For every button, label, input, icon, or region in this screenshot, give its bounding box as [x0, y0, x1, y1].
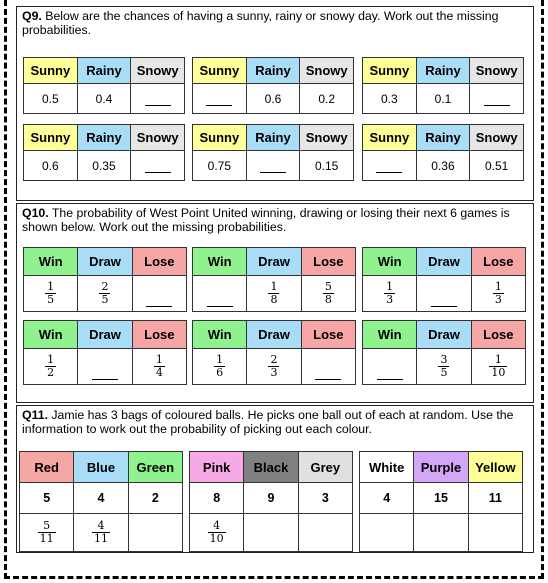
answer-blank-line — [92, 378, 118, 380]
q9-value-cell[interactable] — [193, 84, 247, 114]
q11-probability-cell — [190, 514, 244, 552]
q10-header-draw: Draw — [417, 321, 471, 349]
q9-value-cell[interactable] — [246, 151, 300, 181]
q9-header-snowy: Snowy — [131, 125, 185, 151]
q9-header-sunny: Sunny — [24, 58, 78, 84]
q11-count-cell: 8 — [190, 483, 244, 514]
q10-header-lose: Lose — [301, 321, 355, 349]
q9-number: Q9. — [22, 9, 42, 23]
q10-header-lose: Lose — [471, 248, 525, 276]
q10-value-cell — [247, 349, 301, 385]
q11-bag-table — [19, 451, 183, 552]
q10-value-cell[interactable] — [363, 349, 417, 385]
fraction — [384, 281, 395, 306]
fraction-denominator: 10 — [209, 532, 224, 545]
answer-blank-line — [484, 104, 510, 106]
q11-bag-table — [189, 451, 353, 552]
fraction-numerator: 5 — [38, 520, 56, 533]
answer-blank-line — [376, 171, 402, 173]
q10-header-win: Win — [193, 248, 247, 276]
q11-bag-table — [359, 451, 523, 552]
q11-colour-green: Green — [128, 452, 182, 483]
fraction — [214, 354, 225, 379]
q9-value-cell[interactable] — [131, 84, 185, 114]
q9-value-cell: 0.36 — [416, 151, 470, 181]
q9-value-cell[interactable] — [470, 84, 524, 114]
fraction-numerator: 1 — [216, 353, 224, 366]
q10-header-lose: Lose — [301, 248, 355, 276]
q10-value-cell — [24, 349, 78, 385]
q10-value-cell — [471, 276, 525, 312]
q10-value-cell — [132, 349, 186, 385]
q9-value-cell: 0.1 — [416, 84, 470, 114]
q9-value-cell: 0.5 — [24, 84, 78, 114]
q9-header-snowy: Snowy — [470, 58, 524, 84]
q11-count-cell: 11 — [468, 483, 522, 514]
q9-table — [192, 57, 354, 114]
q9-question — [22, 9, 527, 37]
fraction — [493, 281, 504, 306]
fraction-numerator: 1 — [494, 280, 502, 293]
q10-table — [192, 247, 356, 312]
q9-value-cell: 0.4 — [77, 84, 131, 114]
q9-value-cell: 0.15 — [300, 151, 354, 181]
q10-value-cell — [193, 349, 247, 385]
q11-colour-white: White — [360, 452, 414, 483]
q11-number: Q11. — [22, 408, 48, 422]
q10-value-cell — [301, 276, 355, 312]
fraction — [154, 354, 165, 379]
fraction — [38, 520, 56, 545]
q9-header-snowy: Snowy — [470, 125, 524, 151]
fraction-numerator: 1 — [155, 353, 163, 366]
fraction — [45, 354, 56, 379]
fraction-denominator: 11 — [93, 532, 108, 545]
fraction — [438, 354, 449, 379]
fraction-denominator: 10 — [491, 366, 506, 379]
q9-value-cell: 0.6 — [24, 151, 78, 181]
q10-table — [192, 320, 356, 385]
q11-colour-purple: Purple — [414, 452, 468, 483]
fraction — [45, 281, 56, 306]
q11-probability-cell[interactable] — [128, 514, 182, 552]
q10-value-cell — [417, 349, 471, 385]
answer-blank-line — [431, 305, 457, 307]
q9-header-snowy: Snowy — [300, 125, 354, 151]
q9-value-cell: 0.35 — [77, 151, 131, 181]
q10-value-cell[interactable] — [417, 276, 471, 312]
q10-header-draw: Draw — [78, 321, 132, 349]
q10-value-cell — [78, 276, 132, 312]
q10-header-draw: Draw — [247, 248, 301, 276]
q11-colour-blue: Blue — [74, 452, 128, 483]
q11-probability-cell[interactable] — [414, 514, 468, 552]
q9-header-rainy: Rainy — [77, 58, 131, 84]
fraction-denominator: 5 — [440, 366, 448, 379]
fraction-denominator: 5 — [47, 293, 55, 306]
q10-table — [23, 247, 187, 312]
q9-header-rainy: Rainy — [246, 125, 300, 151]
fraction-numerator: 1 — [270, 280, 278, 293]
fraction-denominator: 4 — [155, 366, 163, 379]
fraction-numerator: 4 — [208, 520, 226, 533]
q9-header-sunny: Sunny — [193, 125, 247, 151]
q10-table — [23, 320, 187, 385]
fraction — [99, 281, 110, 306]
fraction-numerator: 1 — [47, 353, 55, 366]
answer-blank-line — [145, 104, 171, 106]
fraction — [92, 520, 110, 545]
q11-count-cell: 15 — [414, 483, 468, 514]
q10-header-lose: Lose — [132, 248, 186, 276]
q9-table — [362, 57, 524, 114]
answer-blank-line — [207, 305, 233, 307]
fraction-denominator: 8 — [270, 293, 278, 306]
q9-header-sunny: Sunny — [24, 125, 78, 151]
q11-count-cell: 4 — [74, 483, 128, 514]
q11-colour-pink: Pink — [190, 452, 244, 483]
answer-blank-line — [260, 171, 286, 173]
fraction — [208, 520, 226, 545]
q11-probability-cell — [20, 514, 74, 552]
q9-table — [23, 57, 185, 114]
q9-value-cell[interactable] — [363, 151, 417, 181]
q10-number: Q10. — [22, 206, 49, 220]
q9-value-cell: 0.75 — [193, 151, 247, 181]
q10-header-lose: Lose — [471, 321, 525, 349]
fraction-denominator: 3 — [494, 293, 502, 306]
q10-header-draw: Draw — [247, 321, 301, 349]
answer-blank-line — [377, 378, 403, 380]
fraction-denominator: 5 — [101, 293, 109, 306]
q10-header-win: Win — [363, 321, 417, 349]
fraction-denominator: 3 — [270, 366, 278, 379]
q9-value-cell[interactable] — [131, 151, 185, 181]
q10-value-cell[interactable] — [193, 276, 247, 312]
q10-header-win: Win — [24, 321, 78, 349]
q10-header-win: Win — [363, 248, 417, 276]
fraction-numerator: 5 — [324, 280, 332, 293]
q10-value-cell — [247, 276, 301, 312]
fraction-denominator: 2 — [47, 366, 55, 379]
fraction-numerator: 1 — [489, 354, 507, 367]
q9-header-sunny: Sunny — [363, 58, 417, 84]
q9-header-rainy: Rainy — [246, 58, 300, 84]
q9-header-sunny: Sunny — [363, 125, 417, 151]
q9-table — [23, 124, 185, 181]
fraction-denominator: 8 — [324, 293, 332, 306]
fraction — [489, 354, 507, 379]
fraction — [268, 354, 279, 379]
q10-header-lose: Lose — [132, 321, 186, 349]
q11-probability-cell[interactable] — [298, 514, 352, 552]
fraction-denominator: 11 — [39, 532, 54, 545]
fraction-numerator: 1 — [47, 280, 55, 293]
q9-value-cell: 0.6 — [246, 84, 300, 114]
q10-table — [362, 247, 526, 312]
fraction — [268, 281, 279, 306]
fraction-numerator: 4 — [92, 520, 110, 533]
q9-header-rainy: Rainy — [77, 125, 131, 151]
answer-blank-line — [315, 378, 341, 380]
q9-header-snowy: Snowy — [300, 58, 354, 84]
q10-header-draw: Draw — [78, 248, 132, 276]
q10-question — [22, 206, 527, 234]
q9-text: Below are the chances of having a sunny, rainy or snowy day. Work out the missing probabilities. — [22, 9, 499, 37]
fraction — [323, 281, 334, 306]
q9-header-rainy: Rainy — [416, 58, 470, 84]
q10-header-win: Win — [193, 321, 247, 349]
q9-header-snowy: Snowy — [131, 58, 185, 84]
q10-table — [362, 320, 526, 385]
q11-question — [22, 408, 527, 436]
q10-text: The probability of West Point United winning, drawing or losing their next 6 games is shown below. Work out the missing probabilities. — [22, 206, 510, 234]
answer-blank-line — [146, 305, 172, 307]
q11-probability-cell[interactable] — [360, 514, 414, 552]
fraction-denominator: 3 — [386, 293, 394, 306]
q9-header-sunny: Sunny — [193, 58, 247, 84]
q10-header-draw: Draw — [417, 248, 471, 276]
fraction-numerator: 3 — [440, 353, 448, 366]
q9-table — [192, 124, 354, 181]
q9-value-cell: 0.3 — [363, 84, 417, 114]
q11-colour-red: Red — [20, 452, 74, 483]
q9-table — [362, 124, 524, 181]
q11-count-cell: 3 — [298, 483, 352, 514]
q10-value-cell — [24, 276, 78, 312]
q11-count-cell: 9 — [244, 483, 298, 514]
q11-count-cell: 2 — [128, 483, 182, 514]
q11-count-cell: 4 — [360, 483, 414, 514]
q9-value-cell: 0.51 — [470, 151, 524, 181]
fraction-numerator: 1 — [386, 280, 394, 293]
q11-text: Jamie has 3 bags of coloured balls. He picks one ball out of each at random. Use the information to work out the probability of picking out each colour. — [22, 408, 514, 436]
q11-colour-black: Black — [244, 452, 298, 483]
fraction-numerator: 2 — [101, 280, 109, 293]
q9-value-cell: 0.2 — [300, 84, 354, 114]
q10-value-cell[interactable] — [78, 349, 132, 385]
q9-header-rainy: Rainy — [416, 125, 470, 151]
q11-colour-grey: Grey — [298, 452, 352, 483]
q11-count-cell: 5 — [20, 483, 74, 514]
q10-value-cell — [471, 349, 525, 385]
answer-blank-line — [206, 104, 232, 106]
fraction-denominator: 6 — [216, 366, 224, 379]
q11-probability-cell — [74, 514, 128, 552]
q11-probability-cell[interactable] — [468, 514, 522, 552]
fraction-numerator: 2 — [270, 353, 278, 366]
q11-colour-yellow: Yellow — [468, 452, 522, 483]
q10-value-cell[interactable] — [132, 276, 186, 312]
q10-header-win: Win — [24, 248, 78, 276]
answer-blank-line — [145, 171, 171, 173]
q10-value-cell — [363, 276, 417, 312]
q10-value-cell[interactable] — [301, 349, 355, 385]
q11-probability-cell[interactable] — [244, 514, 298, 552]
